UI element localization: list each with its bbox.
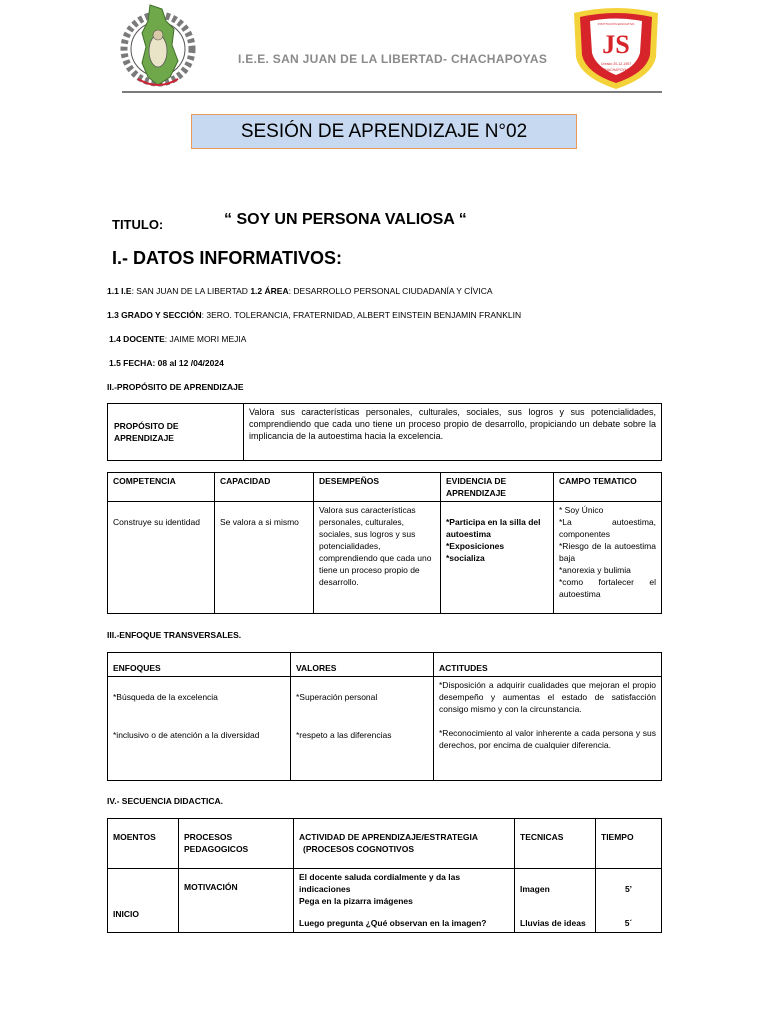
purpose-text: Valora sus características personales, culturales, sociales, sus logros y sus potencialidades, comprendiendo que cada uno tiene un proceso propio de desarrollo, propiciando un debate sobre la implicancia de la autoestima hacia la excelencia. [244, 404, 662, 461]
header-enfoques: ENFOQUES [108, 653, 291, 677]
campo-item: *anorexia y bulimia [559, 565, 631, 575]
ie-value: : SAN JUAN DE LA LIBERTAD [131, 286, 248, 296]
section-4-heading: IV.- SECUENCIA DIDACTICA. [107, 796, 224, 806]
tiempo-item: 5’ [624, 884, 633, 894]
evidencia-cell [441, 502, 554, 614]
fecha-value: : 08 al 12 /04/2024 [152, 358, 224, 368]
header-desempenos: DESEMPEÑOS [314, 473, 441, 502]
fecha-label: 1.5 FECHA [109, 358, 153, 368]
actividad-line: Pega en la pizarra imágenes [299, 896, 413, 906]
header-actitudes: ACTITUDES [434, 653, 662, 677]
campo-item: *Riesgo de la autoestima baja [559, 541, 656, 563]
info-line-grado [107, 310, 521, 320]
svg-text:CHACHAPOYAS: CHACHAPOYAS [602, 68, 630, 72]
docente-value: : JAIME MORI MEJIA [164, 334, 247, 344]
svg-text:JS: JS [602, 30, 630, 59]
header-actividad-line1: ACTIVIDAD DE APRENDIZAJE/ESTRATEGIA [299, 832, 478, 842]
session-title: SESIÓN DE APRENDIZAJE N°02 [191, 114, 577, 149]
header-capacidad: CAPACIDAD [215, 473, 314, 502]
enfoque-table [107, 652, 662, 781]
valor-item: *respeto a las diferencias [296, 730, 392, 740]
tecnica-item: Lluvias de ideas [520, 918, 586, 928]
actitud-item: *Disposición a adquirir cualidades que mejoran el propio desempeño y aumentas el estado de satisfacción consigo mismo y con la circunstancia. [439, 680, 656, 714]
school-crest-logo [568, 5, 664, 91]
actividad-line: El docente saluda cordialmente y da las indicaciones [299, 872, 461, 894]
capacidad-cell: Se valora a si mismo [215, 502, 314, 614]
docente-label: 1.4 DOCENTE [109, 334, 165, 344]
desempenos-cell: Valora sus características personales, culturales, sociales, sus logros y sus potencialidades, comprendiendo que cada uno tiene un proceso propio de desarrollo. [314, 502, 441, 614]
section-2-heading: II.-PROPÓSITO DE APRENDIZAJE [107, 382, 244, 392]
titulo-value: “ SOY UN PERSONA VALIOSA “ [224, 211, 467, 228]
purpose-label: PROPÓSITO DE APRENDIZAJE [108, 404, 244, 461]
tecnica-item: Imagen [520, 884, 550, 894]
header-tecnicas: TECNICAS [515, 819, 596, 869]
campo-item: * Soy Único [559, 505, 604, 515]
enfoques-cell [108, 677, 291, 781]
competencia-cell: Construye su identidad [108, 502, 215, 614]
datos-informativos-heading: I.- DATOS INFORMATIVOS: [112, 248, 342, 268]
header-tiempo: TIEMPO [596, 819, 662, 869]
header-valores: VALORES [291, 653, 434, 677]
info-line-docente [109, 334, 246, 344]
sequence-table [107, 818, 662, 933]
header-momentos: MOENTOS [108, 819, 179, 869]
section-3-heading: III.-ENFOQUE TRANSVERSALES. [107, 630, 242, 640]
tiempo-item: 5´ [624, 918, 633, 928]
campo-item: *La autoestima, componentes [559, 517, 656, 539]
actividad-cell [294, 869, 515, 933]
svg-text:Creado 20-12-1907: Creado 20-12-1907 [600, 62, 632, 66]
grado-value: : 3ERO. TOLERANCIA, FRATERNIDAD, ALBERT EINSTEIN BENJAMIN FRANKLIN [201, 310, 522, 320]
enfoque-item: *inclusivo o de atención a la diversidad [113, 730, 260, 740]
school-name: I.E.E. SAN JUAN DE LA LIBERTAD- CHACHAPOYAS [238, 52, 548, 66]
tecnicas-cell [515, 869, 596, 933]
momento-cell: INICIO [108, 869, 179, 933]
regional-government-logo [118, 3, 198, 91]
header-evidencia: EVIDENCIA DE APRENDIZAJE [441, 473, 554, 502]
campo-item: *como fortalecer el autoestima [559, 577, 656, 599]
grado-label: 1.3 GRADO Y SECCIÓN [107, 310, 202, 320]
enfoque-item: *Búsqueda de la excelencia [113, 692, 218, 702]
evidencia-item: *Exposiciones [446, 541, 505, 551]
evidencia-item: *Participa en la silla del autoestima [446, 517, 541, 539]
actitudes-cell [434, 677, 662, 781]
actividad-line: Luego pregunta ¿Qué observan en la imagen? [299, 918, 487, 928]
proceso-cell: MOTIVACIÓN [179, 869, 294, 933]
info-line-fecha [109, 358, 224, 368]
purpose-table [107, 403, 662, 461]
campo-cell [554, 502, 662, 614]
ie-label: 1.1 I.E [107, 286, 132, 296]
header-actividad [294, 819, 515, 869]
svg-text:INSTITUCIÓN EDUCATIVA: INSTITUCIÓN EDUCATIVA [597, 22, 635, 26]
area-value: : DESARROLLO PERSONAL CIUDADANÍA Y CÍVICA [288, 286, 493, 296]
valor-item: *Superación personal [296, 692, 378, 702]
info-line-ie [107, 286, 493, 296]
competence-table [107, 472, 662, 614]
valores-cell [291, 677, 434, 781]
actitud-item: *Reconocimiento al valor inherente a cada persona y sus derechos, por encima de cualquier diferencia. [439, 728, 656, 750]
header-competencia: COMPETENCIA [108, 473, 215, 502]
evidencia-item: *socializa [446, 553, 485, 563]
tiempo-cell [596, 869, 662, 933]
header-procesos: PROCESOS PEDAGOGICOS [179, 819, 294, 869]
header-actividad-line2: (PROCESOS COGNOTIVOS [303, 844, 414, 854]
header-divider [122, 91, 662, 93]
titulo-label: TITULO: [112, 217, 164, 232]
header-campo-tematico: CAMPO TEMATICO [554, 473, 662, 502]
area-label: 1.2 ÁREA [250, 286, 289, 296]
